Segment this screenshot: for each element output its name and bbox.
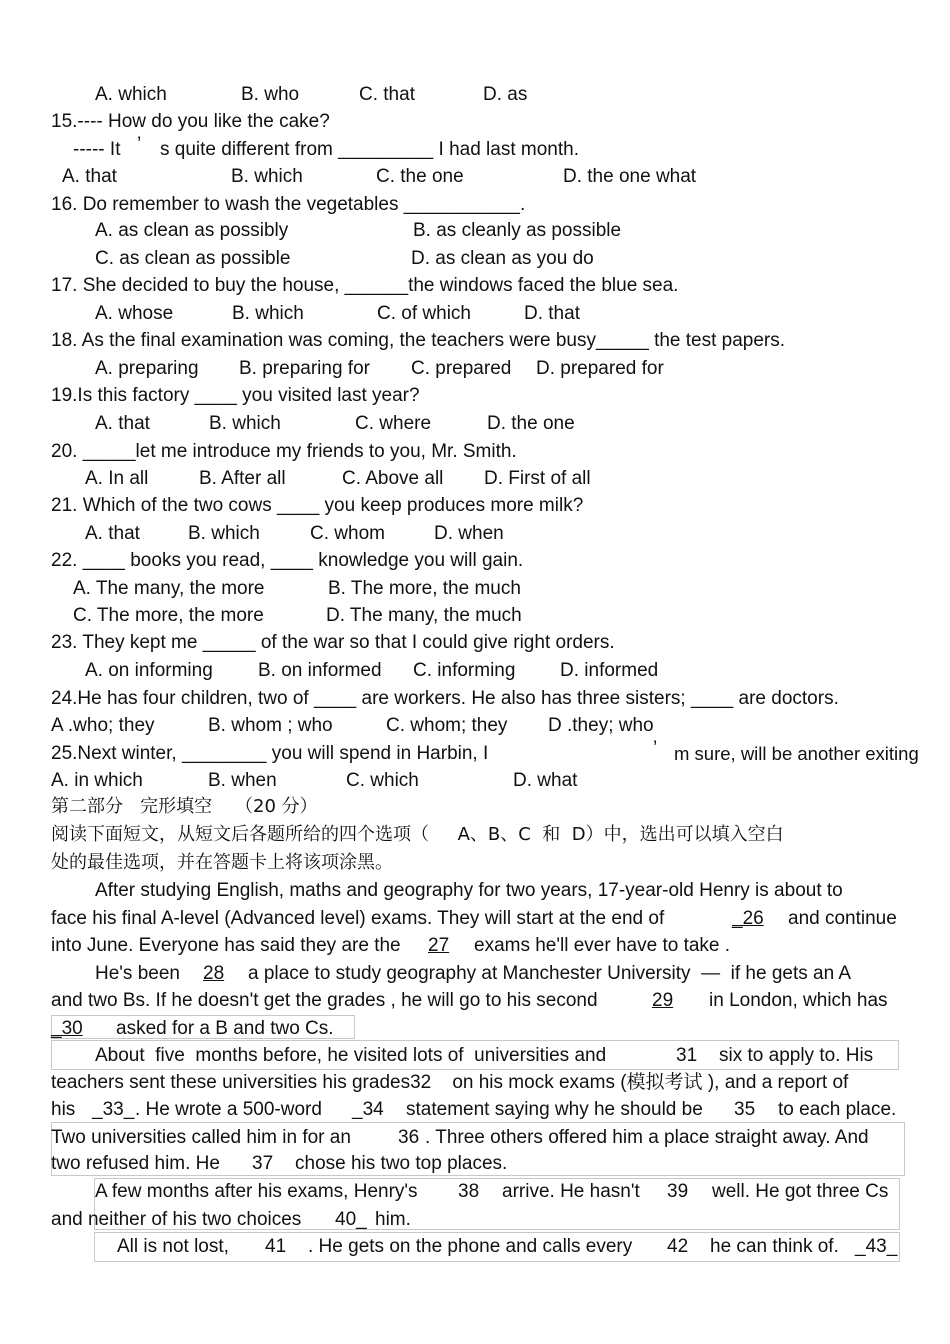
- q15-stem: 15.---- How do you like the cake?: [51, 111, 330, 132]
- q15-reply-end: s quite different from _________ I had last month.: [160, 139, 579, 160]
- q24-stem: 24.He has four children, two of ____ are workers. He also has three sisters; ____ are doctors.: [51, 688, 839, 709]
- q20-option-b: B. After all: [199, 468, 286, 489]
- q16-option-c: C. as clean as possible: [95, 248, 291, 269]
- blank-26: _26: [732, 908, 764, 929]
- q25-option-c: C. which: [346, 770, 419, 791]
- passage-p1-line1: After studying English, maths and geography for two years, 17-year-old Henry is about to: [95, 880, 843, 901]
- q24-option-d: D .they; who: [548, 715, 654, 736]
- passage-p2-line2-end: in London, which has: [709, 990, 888, 1011]
- q22-stem: 22. ____ books you read, ____ knowledge you will gain.: [51, 550, 524, 571]
- q18-option-c: C. prepared: [411, 358, 512, 379]
- q20-option-a: A. In all: [85, 468, 149, 489]
- passage-p2-line3-end: asked for a B and two Cs.: [116, 1018, 334, 1039]
- q21-option-a: A. that: [85, 523, 140, 544]
- q20-option-d: D. First of all: [484, 468, 591, 489]
- part2-instruction-line1: 阅读下面短文，从短文后各题所给的四个选项（ A、B、C 和 D）中，选出可以填入空白: [51, 824, 784, 845]
- q24-option-a: A .who; they: [51, 715, 155, 736]
- q23-option-c: C. informing: [413, 660, 516, 681]
- passage-p2-line1: He's been: [95, 963, 180, 984]
- blank-42: 42: [667, 1236, 689, 1257]
- passage-p4-line2-end: him.: [375, 1209, 411, 1230]
- q25-option-a: A. in which: [51, 770, 143, 791]
- q15-apostrophe: ’: [137, 134, 142, 155]
- passage-p5-line1: All is not lost,: [117, 1236, 229, 1257]
- q17-option-d: D. that: [524, 303, 580, 324]
- q18-option-b: B. preparing for: [239, 358, 370, 379]
- passage-p3-line4: Two universities called him in for an: [51, 1127, 351, 1148]
- blank-27: 27: [428, 935, 450, 956]
- q18-stem: 18. As the final examination was coming, the teachers were busy_____ the test papers.: [51, 330, 786, 351]
- passage-p2-line1-end: a place to study geography at Manchester University — if he gets an A: [248, 963, 852, 984]
- passage-p3-line5: two refused him. He: [51, 1153, 220, 1174]
- q18-option-a: A. preparing: [95, 358, 199, 379]
- passage-p4-line1-end: well. He got three Cs: [712, 1181, 889, 1202]
- blank-38: 38: [458, 1181, 480, 1202]
- part2-instruction-line2: 处的最佳选项，并在答题卡上将该项涂黑。: [51, 852, 393, 873]
- passage-p1-line3-end: exams he'll ever have to take .: [474, 935, 731, 956]
- q14-option-b: B. who: [241, 84, 300, 105]
- q15-option-d: D. the one what: [563, 166, 697, 187]
- q23-option-d: D. informed: [560, 660, 659, 681]
- q17-option-b: B. which: [232, 303, 304, 324]
- blank-36: 36: [398, 1127, 420, 1148]
- q21-option-d: D. when: [434, 523, 504, 544]
- blank-29: 29: [652, 990, 674, 1011]
- q25-apostrophe: ’: [653, 738, 658, 759]
- q22-option-a: A. The many, the more: [73, 578, 265, 599]
- q23-stem: 23. They kept me _____ of the war so that I could give right orders.: [51, 632, 615, 653]
- passage-p1-line2: face his final A-level (Advanced level) exams. They will start at the end of: [51, 908, 665, 929]
- passage-p1-line3: into June. Everyone has said they are the: [51, 935, 401, 956]
- q19-option-c: C. where: [355, 413, 432, 434]
- passage-p3-line3-mid: . He wrote a 500-word: [135, 1099, 322, 1120]
- q25-stem-start: 25.Next winter, ________ you will spend in Harbin, I: [51, 743, 489, 764]
- q20-stem: 20. _____let me introduce my friends to you, Mr. Smith.: [51, 441, 517, 462]
- q21-option-c: C. whom: [310, 523, 385, 544]
- blank-30: _30: [51, 1018, 83, 1039]
- q25-option-d: D. what: [513, 770, 578, 791]
- passage-p3-line4-end: . Three others offered him a place straight away. And: [425, 1127, 869, 1148]
- passage-p3-line3-end: to each place.: [778, 1099, 897, 1120]
- passage-p3-line1: About five months before, he visited lots of universities and: [95, 1045, 607, 1066]
- q25-option-b: B. when: [208, 770, 277, 791]
- q14-option-d: D. as: [483, 84, 528, 105]
- q16-option-b: B. as cleanly as possible: [413, 220, 622, 241]
- passage-p5-line1-end: he can think of.: [710, 1236, 839, 1257]
- blank-41: 41: [265, 1236, 287, 1257]
- q23-option-b: B. on informed: [258, 660, 382, 681]
- q20-option-c: C. Above all: [342, 468, 444, 489]
- q18-option-d: D. prepared for: [536, 358, 664, 379]
- q19-stem: 19.Is this factory ____ you visited last year?: [51, 385, 420, 406]
- q21-option-b: B. which: [188, 523, 260, 544]
- q22-option-d: D. The many, the much: [326, 605, 522, 626]
- q16-stem: 16. Do remember to wash the vegetables ___________.: [51, 194, 526, 215]
- blank-34: _34: [352, 1099, 384, 1120]
- q19-option-d: D. the one: [487, 413, 575, 434]
- q16-option-d: D. as clean as you do: [411, 248, 594, 269]
- blank-35: 35: [734, 1099, 756, 1120]
- q22-option-b: B. The more, the much: [328, 578, 521, 599]
- passage-p4-line1: A few months after his exams, Henry's: [95, 1181, 418, 1202]
- blank-28: 28: [203, 963, 225, 984]
- passage-p3-line3-mid2: statement saying why he should be: [406, 1099, 703, 1120]
- q15-option-c: C. the one: [376, 166, 464, 187]
- passage-p2-line2: and two Bs. If he doesn't get the grades , he will go to his second: [51, 990, 598, 1011]
- passage-p3-line2: teachers sent these universities his grades32 on his mock exams (模拟考试 ), and a report of: [51, 1072, 849, 1093]
- q15-option-a: A. that: [62, 166, 117, 187]
- blank-37: 37: [252, 1153, 274, 1174]
- part2-heading: 第二部分 完形填空 （20 分）: [51, 796, 318, 817]
- q24-option-b: B. whom ; who: [208, 715, 333, 736]
- q17-stem: 17. She decided to buy the house, ______the windows faced the blue sea.: [51, 275, 679, 296]
- passage-p1-line2-end: and continue: [788, 908, 897, 929]
- passage-p4-line2: and neither of his two choices: [51, 1209, 302, 1230]
- passage-p4-line1-mid: arrive. He hasn't: [502, 1181, 640, 1202]
- q22-option-c: C. The more, the more: [73, 605, 264, 626]
- q17-option-a: A. whose: [95, 303, 174, 324]
- blank-40: 40_: [335, 1209, 367, 1230]
- q14-option-a: A. which: [95, 84, 167, 105]
- blank-31: 31: [676, 1045, 698, 1066]
- blank-33: _33_: [92, 1099, 135, 1120]
- q24-option-c: C. whom; they: [386, 715, 508, 736]
- q15-reply-start: ----- It: [73, 139, 121, 160]
- q23-option-a: A. on informing: [85, 660, 213, 681]
- passage-p3-line5-end: chose his two top places.: [295, 1153, 508, 1174]
- q16-option-a: A. as clean as possibly: [95, 220, 289, 241]
- passage-p3-line3: his: [51, 1099, 76, 1120]
- q17-option-c: C. of which: [377, 303, 471, 324]
- q25-stem-end: m sure, will be another exiting: [674, 743, 919, 764]
- q19-option-a: A. that: [95, 413, 150, 434]
- blank-39: 39: [667, 1181, 689, 1202]
- q21-stem: 21. Which of the two cows ____ you keep produces more milk?: [51, 495, 584, 516]
- passage-p5-line1-mid: . He gets on the phone and calls every: [308, 1236, 633, 1257]
- passage-p3-line1-end: six to apply to. His: [719, 1045, 874, 1066]
- q14-option-c: C. that: [359, 84, 415, 105]
- blank-43: _43_: [855, 1236, 898, 1257]
- q19-option-b: B. which: [209, 413, 281, 434]
- q15-option-b: B. which: [231, 166, 303, 187]
